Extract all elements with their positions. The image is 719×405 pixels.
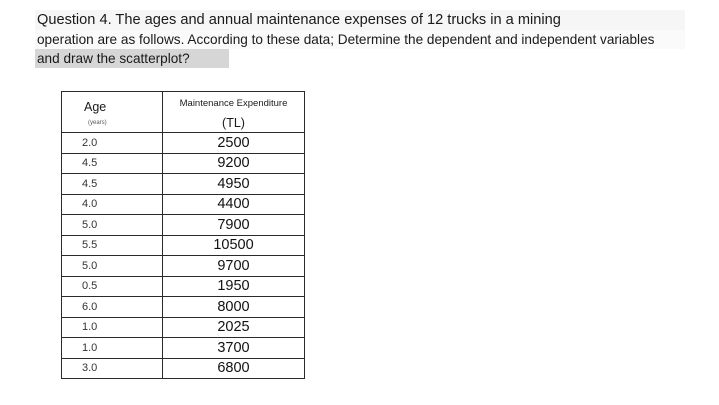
age-header: Age <box>62 92 163 115</box>
question-line-3: and draw the scatterplot? <box>35 49 229 68</box>
table-row <box>62 194 305 215</box>
age-cell: 2.0 <box>62 133 163 154</box>
table-row <box>62 276 305 297</box>
expense-cell: 10500 <box>163 235 305 256</box>
expense-cell: 1950 <box>163 276 305 297</box>
age-cell: 4.5 <box>62 174 163 195</box>
age-cell: 1.0 <box>62 317 163 338</box>
expense-cell: 4400 <box>163 194 305 215</box>
table-header-row <box>62 92 305 115</box>
table-row <box>62 153 305 174</box>
age-cell: 1.0 <box>62 338 163 359</box>
question-text <box>35 10 685 68</box>
table-header-unit-row <box>62 114 305 133</box>
table-row <box>62 297 305 318</box>
expense-cell: 2500 <box>163 133 305 154</box>
table-row <box>62 174 305 195</box>
truck-data-table <box>61 91 305 379</box>
expense-cell: 4950 <box>163 174 305 195</box>
expense-cell: 9200 <box>163 153 305 174</box>
age-cell: 4.5 <box>62 153 163 174</box>
expense-cell: 2025 <box>163 317 305 338</box>
expense-cell: 3700 <box>163 338 305 359</box>
expense-cell: 9700 <box>163 256 305 277</box>
expense-cell: 6800 <box>163 358 305 379</box>
age-cell: 5.5 <box>62 235 163 256</box>
table-row <box>62 215 305 236</box>
age-cell: 5.0 <box>62 256 163 277</box>
age-cell: 3.0 <box>62 358 163 379</box>
table-row <box>62 317 305 338</box>
age-cell: 6.0 <box>62 297 163 318</box>
age-cell: 5.0 <box>62 215 163 236</box>
expense-header: Maintenance Expenditure <box>163 92 305 115</box>
age-cell: 0.5 <box>62 276 163 297</box>
expense-unit-header: (TL) <box>163 114 305 133</box>
table-row <box>62 358 305 379</box>
table-row <box>62 338 305 359</box>
age-unit-header: (years) <box>62 114 163 133</box>
age-cell: 4.0 <box>62 194 163 215</box>
expense-cell: 8000 <box>163 297 305 318</box>
table-row <box>62 235 305 256</box>
question-line-1: Question 4. The ages and annual maintenance expenses of 12 trucks in a mining <box>35 10 685 30</box>
table-row <box>62 256 305 277</box>
question-line-2: operation are as follows. According to these data; Determine the dependent and independent variables <box>35 30 685 49</box>
table-row <box>62 133 305 154</box>
expense-cell: 7900 <box>163 215 305 236</box>
